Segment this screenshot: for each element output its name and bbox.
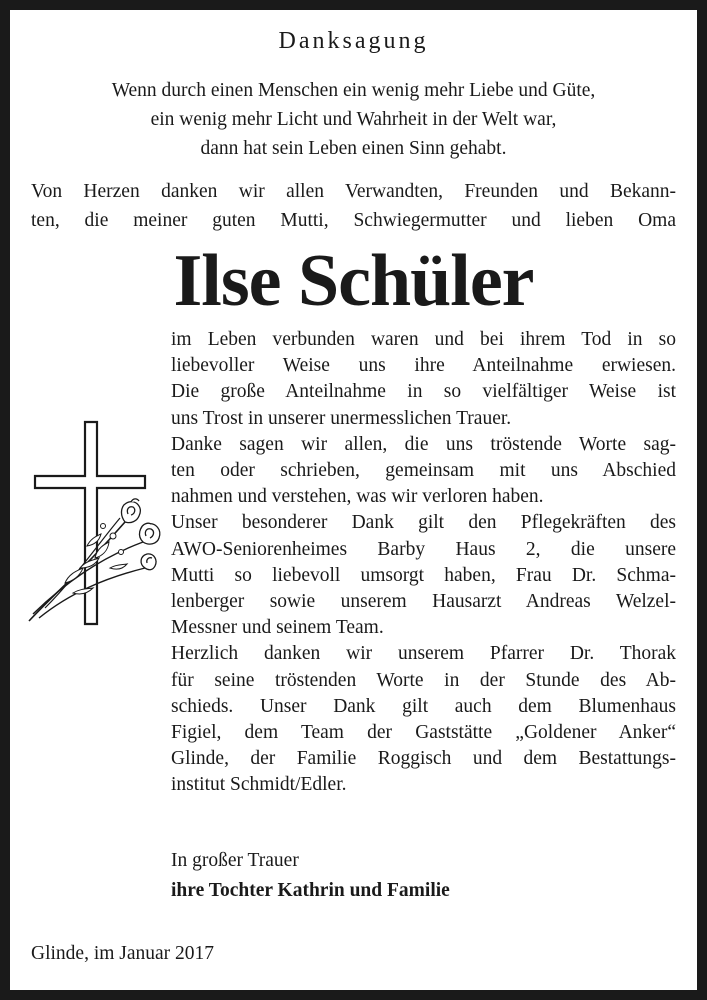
- body-line: Mutti so liebevoll umsorgt haben, Frau Dr. Schma-: [171, 564, 676, 586]
- body-line: AWO-Seniorenheimes Barby Haus 2, die unsere: [171, 538, 676, 560]
- body-line: Danke sagen wir allen, die uns tröstende Worte sag-: [171, 433, 676, 455]
- quote-line: Wenn durch einen Menschen ein wenig mehr Liebe und Güte,: [111, 80, 596, 101]
- deceased-name: Ilse Schüler: [173, 240, 534, 322]
- cross-with-roses-icon: [25, 418, 170, 633]
- body-line: für seine tröstenden Worte in der Stunde des Ab-: [171, 669, 676, 691]
- body-line: liebevoller Weise uns ihre Anteilnahme erwiesen.: [171, 355, 676, 377]
- body-line: im Leben verbunden waren und bei ihrem Tod in so: [171, 329, 676, 350]
- place-date: Glinde, im Januar 2017: [31, 943, 215, 964]
- body-line: Glinde, der Familie Roggisch und dem Bestattungs-: [171, 748, 676, 770]
- body-line: Messner und seinem Team.: [171, 617, 384, 639]
- quote-line: ein wenig mehr Licht und Wahrheit in der Welt war,: [150, 109, 557, 130]
- thanks-body: [171, 327, 676, 799]
- quote: [0, 76, 707, 163]
- body-line: ten oder schrieben, gemeinsam mit uns Abschied: [171, 460, 676, 482]
- closing: [171, 846, 450, 906]
- signature-line: ihre Tochter Kathrin und Familie: [171, 880, 450, 901]
- intro-line: Von Herzen danken wir allen Verwandten, Freunden und Bekann-: [31, 181, 676, 202]
- body-line: schieds. Unser Dank gilt auch dem Blumenhaus: [171, 695, 676, 717]
- body-line: Figiel, dem Team der Gaststätte „Goldener Anker“: [171, 722, 676, 744]
- heading: Danksagung: [278, 28, 429, 54]
- body-line: nahmen und verstehen, was wir verloren haben.: [171, 486, 544, 508]
- body-line: lenberger sowie unserem Hausarzt Andreas Welzel-: [171, 591, 676, 613]
- body-line: Die große Anteilnahme in so vielfältiger Weise ist: [171, 381, 676, 403]
- quote-line: dann hat sein Leben einen Sinn gehabt.: [200, 138, 507, 159]
- body-line: Unser besonderer Dank gilt den Pflegekräften des: [171, 512, 676, 534]
- body-line: uns Trost in unserer unermesslichen Trauer.: [171, 407, 512, 429]
- intro-paragraph: [31, 177, 676, 235]
- closing-line: In großer Trauer: [171, 850, 299, 871]
- body-line: institut Schmidt/Edler.: [171, 774, 347, 796]
- intro-line: ten, die meiner guten Mutti, Schwiegermutter und lieben Oma: [31, 210, 676, 231]
- body-line: Herzlich danken wir unserem Pfarrer Dr. Thorak: [171, 643, 676, 665]
